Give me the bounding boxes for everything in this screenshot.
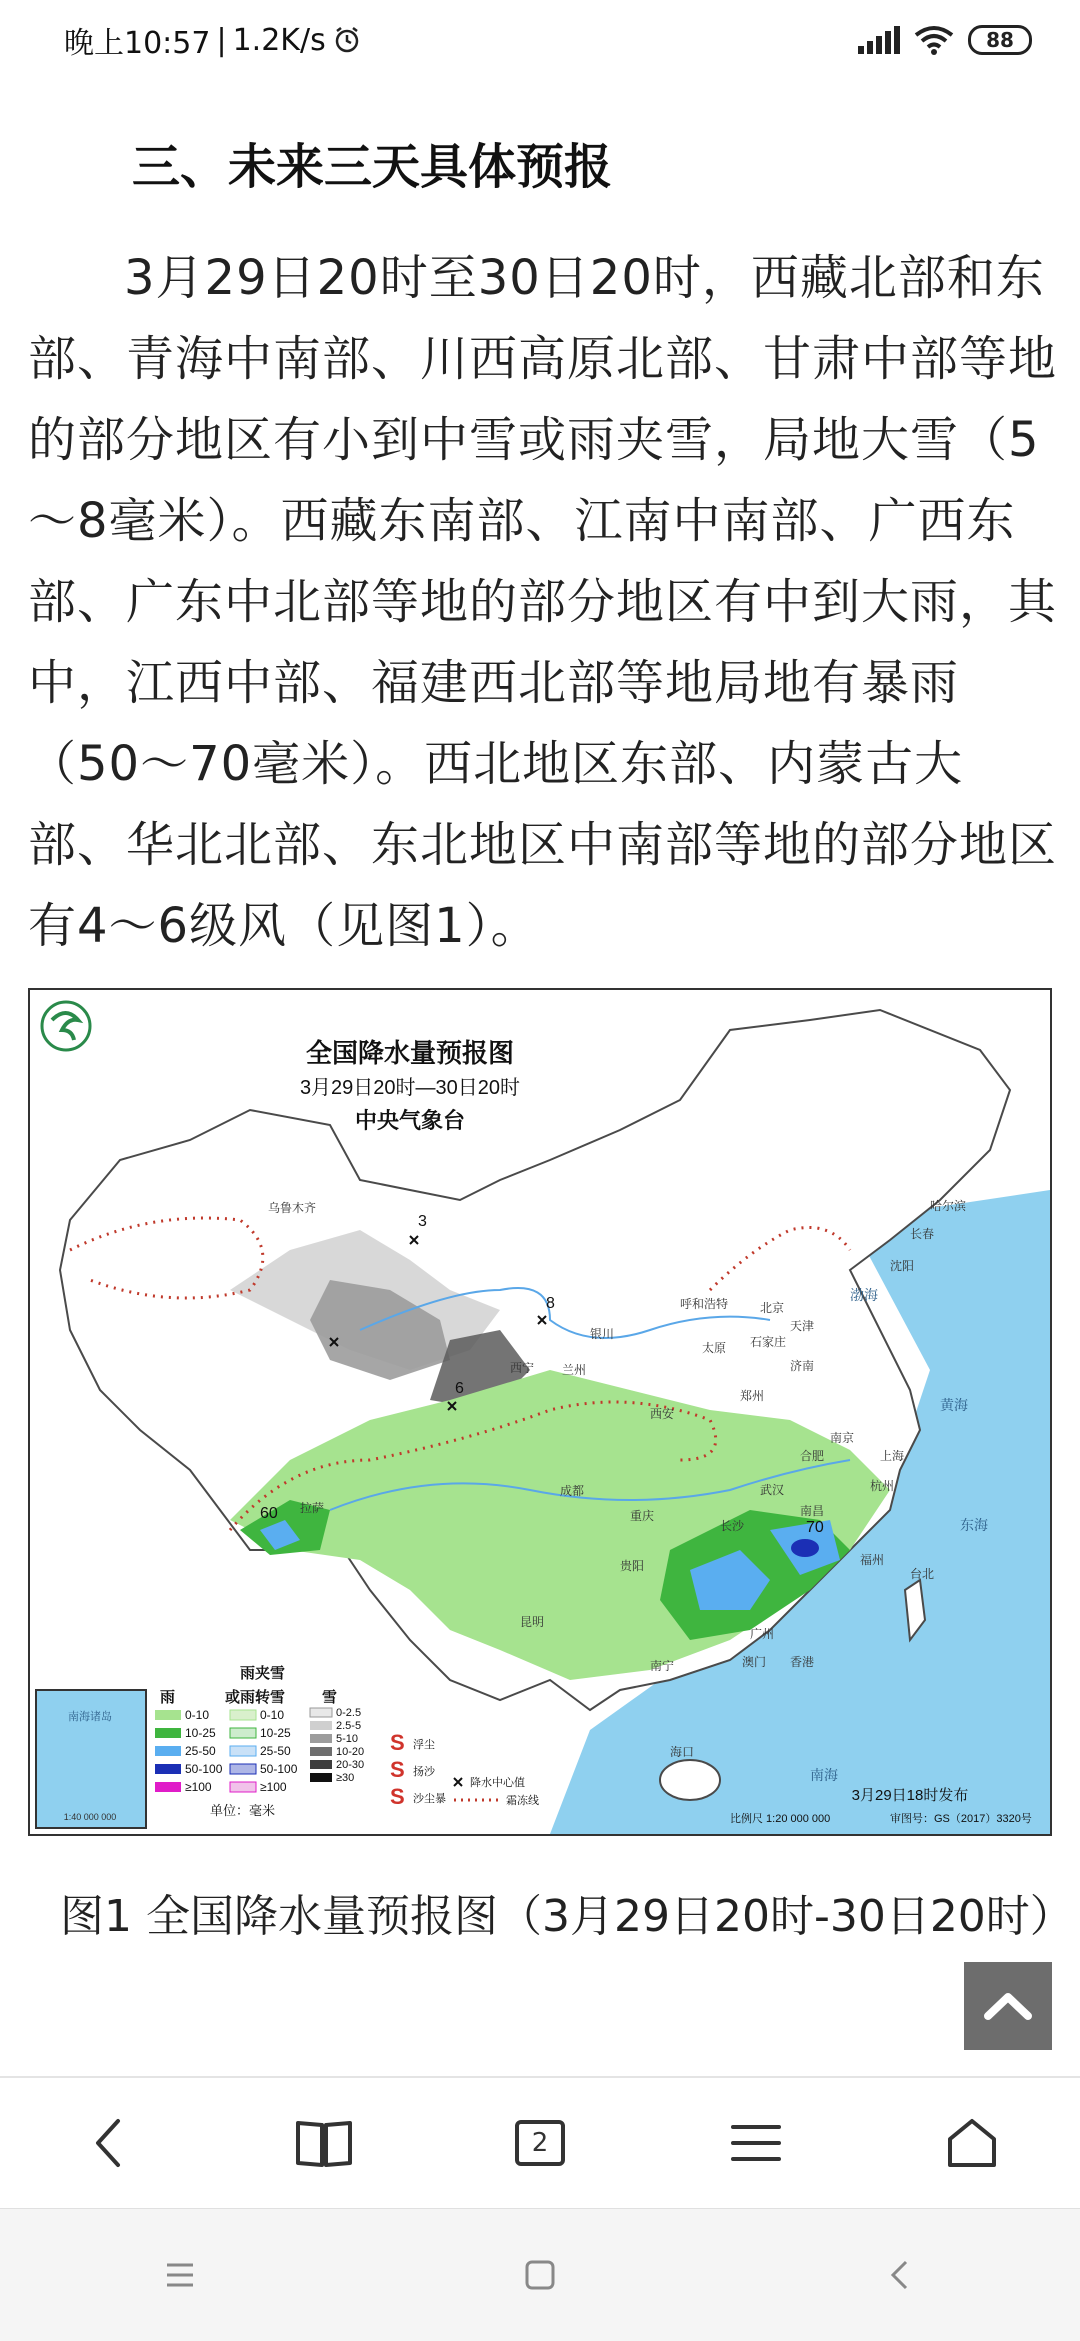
city-label: 银川 — [590, 1327, 615, 1341]
status-left — [64, 18, 362, 62]
sea-label-huanghai: 黄海 — [940, 1397, 968, 1413]
legend-rain-row: 0-10 — [185, 1708, 210, 1722]
signal-icon — [858, 26, 900, 54]
cma-logo — [42, 1002, 90, 1050]
legend-sleet-row: 0-10 — [260, 1708, 285, 1722]
chevron-up-icon — [983, 1991, 1033, 2021]
map-scale: 比例尺 1:20 000 000 — [730, 1813, 831, 1825]
city-label: 济南 — [790, 1359, 815, 1373]
status-time: 晚上10:57 — [64, 26, 211, 61]
home-icon — [945, 2117, 999, 2169]
hainan-island — [660, 1760, 720, 1800]
city-label: 成都 — [560, 1484, 585, 1498]
city-label: 台北 — [910, 1567, 935, 1581]
city-label: 福州 — [860, 1553, 885, 1567]
city-label: 哈尔滨 — [930, 1199, 967, 1213]
legend-rain-row: ≥100 — [185, 1780, 212, 1794]
sea-label-nanhai: 南海 — [810, 1767, 838, 1783]
map-period: 3月29日20时—30日20时 — [299, 1077, 521, 1099]
book-icon — [294, 2117, 354, 2169]
legend-title: 雨夹雪 — [240, 1665, 286, 1682]
chevron-left-icon — [888, 2259, 912, 2291]
sea-label-donghai: 东海 — [960, 1517, 988, 1533]
wifi-icon — [914, 25, 954, 55]
legend-sleet-row: 25-50 — [260, 1744, 291, 1758]
map-title: 全国降水量预报图 — [305, 1038, 515, 1068]
city-label: 长春 — [910, 1227, 935, 1241]
city-label: 香港 — [790, 1655, 815, 1669]
legend-sleet-row: ≥100 — [260, 1780, 287, 1794]
legend-unit: 单位：毫米 — [210, 1803, 276, 1818]
tabs-button[interactable] — [480, 2088, 600, 2198]
city-label: 南京 — [830, 1431, 855, 1445]
city-label: 呼和浩特 — [680, 1297, 729, 1311]
map-svg — [30, 990, 1050, 1834]
center-label-3: 3 — [418, 1213, 427, 1230]
city-label: 武汉 — [760, 1483, 785, 1497]
rain-zone-dark-blue — [791, 1539, 819, 1557]
home-system-button[interactable] — [480, 2225, 600, 2325]
inset-title: 南海诸岛 — [68, 1711, 112, 1723]
map-issued-time: 3月29日18时发布 — [851, 1787, 969, 1804]
south-china-sea-inset — [36, 1690, 146, 1828]
city-label: 沈阳 — [890, 1259, 915, 1273]
svg-text:S: S — [390, 1730, 405, 1755]
legend-snow-row: 20-30 — [336, 1759, 365, 1771]
figure-caption: 图1 全国降水量预报图（3月29日20时-30日20时） — [60, 1891, 1074, 1942]
status-right — [858, 25, 1032, 55]
svg-text:S: S — [390, 1757, 405, 1782]
center-label-6: 6 — [455, 1380, 464, 1397]
square-icon — [524, 2259, 556, 2291]
city-label: 西安 — [650, 1407, 675, 1421]
network-speed: 1.2K/s — [232, 22, 326, 58]
browser-toolbar — [0, 2076, 1080, 2208]
sea-label-bohai: 渤海 — [850, 1287, 878, 1303]
city-label: 长沙 — [720, 1519, 745, 1533]
city-label: 贵阳 — [620, 1559, 645, 1573]
map-issuer: 中央气象台 — [354, 1108, 466, 1133]
legend-symbol-sand: 扬沙 — [413, 1766, 435, 1778]
city-label: 合肥 — [800, 1449, 825, 1463]
svg-text:S: S — [390, 1784, 405, 1809]
back-to-top-button[interactable] — [964, 1962, 1052, 2050]
legend-symbol-center: 降水中心值 — [470, 1777, 525, 1789]
status-separator: | — [216, 22, 227, 58]
chevron-left-icon — [88, 2115, 128, 2171]
system-navigation-bar — [0, 2208, 1080, 2341]
city-label: 拉萨 — [300, 1501, 325, 1515]
forecast-paragraph: 3月29日20时至30日20时，西藏北部和东部、青海中南部、川西高原北部、甘肃中部等地的部分地区有小到中雪或雨夹雪，局地大雪（5～8毫米）。西藏东南部、江南中南部、广西东部、广东中北部等地的部分地区有中到大雨，其中，江西中部、福建西北部等地局地有暴雨（50～70毫米）。西北地区东部、内蒙古大部、华北北部、东北地区中南部等地的部分地区有4～6级风（见图1）。 — [28, 250, 1058, 954]
legend-snow-row: 0-2.5 — [336, 1707, 362, 1719]
city-label: 郑州 — [740, 1389, 765, 1403]
city-label: 南昌 — [800, 1504, 825, 1518]
legend-sleet-row: 10-25 — [260, 1726, 291, 1740]
alarm-icon — [332, 25, 362, 55]
city-label: 澳门 — [742, 1655, 767, 1669]
battery-indicator: 88 — [968, 25, 1032, 55]
center-label-60: 60 — [260, 1505, 278, 1522]
legend-symbol-sandstorm: 沙尘暴 — [413, 1793, 446, 1805]
status-bar — [0, 0, 1080, 80]
legend-rain-row: 10-25 — [185, 1726, 216, 1740]
city-label: 天津 — [790, 1319, 815, 1333]
section-heading: 三、未来三天具体预报 — [132, 139, 613, 195]
legend-symbol-dust: 浮尘 — [413, 1739, 435, 1751]
back-button[interactable] — [48, 2088, 168, 2198]
recent-apps-button[interactable] — [120, 2225, 240, 2325]
bookmarks-button[interactable] — [264, 2088, 384, 2198]
menu-button[interactable] — [696, 2088, 816, 2198]
precipitation-forecast-map[interactable] — [28, 988, 1052, 1836]
legend-col-snow: 雪 — [322, 1689, 338, 1706]
back-system-button[interactable] — [840, 2225, 960, 2325]
center-label-70: 70 — [806, 1519, 824, 1536]
legend-snow-row: 5-10 — [336, 1733, 359, 1745]
city-label: 兰州 — [562, 1363, 587, 1377]
city-label: 乌鲁木齐 — [268, 1201, 317, 1215]
legend-snow-row: 2.5-5 — [336, 1720, 362, 1732]
legend-col-rain: 雨 — [160, 1689, 176, 1706]
city-label: 西宁 — [510, 1361, 535, 1375]
city-label: 上海 — [880, 1449, 905, 1463]
home-button[interactable] — [912, 2088, 1032, 2198]
city-label: 南宁 — [650, 1659, 675, 1673]
legend-symbol-frost: 霜冻线 — [506, 1795, 539, 1807]
inset-scale: 1:40 000 000 — [63, 1812, 117, 1822]
tab-count-icon: 2 — [515, 2120, 565, 2166]
hamburger-menu-icon — [729, 2121, 783, 2165]
center-label-8: 8 — [546, 1295, 555, 1312]
city-label: 重庆 — [630, 1509, 655, 1523]
city-label: 海口 — [670, 1745, 695, 1759]
city-label: 广州 — [750, 1627, 775, 1641]
city-label: 杭州 — [870, 1479, 895, 1493]
legend-rain-row: 25-50 — [185, 1744, 216, 1758]
city-label: 昆明 — [520, 1615, 545, 1629]
legend-snow-row: ≥30 — [336, 1772, 355, 1784]
map-approval-number: 审图号：GS（2017）3320号 — [890, 1813, 1032, 1825]
legend-snow-row: 10-20 — [336, 1746, 365, 1758]
legend-rain-row: 50-100 — [185, 1762, 223, 1776]
legend-sleet-row: 50-100 — [260, 1762, 298, 1776]
city-label: 北京 — [760, 1301, 785, 1315]
city-label: 太原 — [702, 1341, 727, 1355]
menu-lines-icon — [165, 2261, 195, 2289]
city-label: 石家庄 — [750, 1335, 787, 1349]
legend-col-sleet: 或雨转雪 — [225, 1689, 286, 1706]
map-title-block — [300, 1038, 520, 1133]
